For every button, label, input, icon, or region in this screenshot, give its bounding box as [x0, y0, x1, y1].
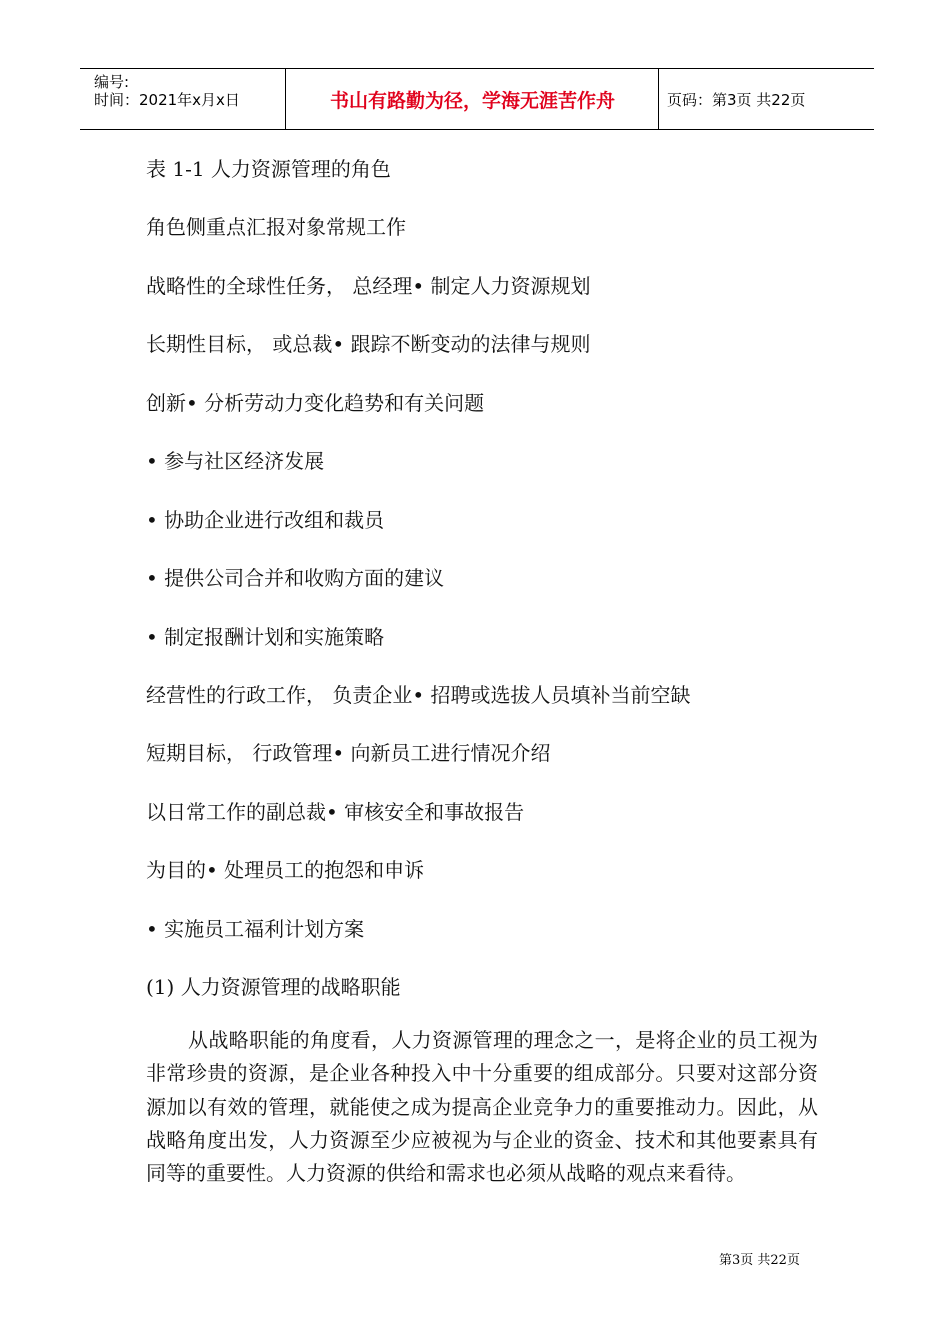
header-motto: 书山有路勤为径，学海无涯苦作舟 [329, 90, 615, 112]
body-paragraph: 从战略职能的角度看，人力资源管理的理念之一，是将企业的员工视为非常珍贵的资源，是企业各种投入中十分重要的组成部分。只要对这部分资源加以有效的管理，就能使之成为提高企业竞争力的重要推动力。因此，从战略角度出发，人力资源至少应被视为与企业的资金、技术和其他要素具有同等的重要性。人力资源的供给和需求也必须从战略的观点来看待。 [146, 1028, 818, 1186]
text-line: 创新• 分析劳动力变化趋势和有关问题 [146, 391, 485, 415]
text-line: 战略性的全球性任务， 总经理• 制定人力资源规划 [146, 274, 591, 298]
text-line: • 协助企业进行改组和裁员 [146, 508, 385, 532]
text-line: 短期目标， 行政管理• 向新员工进行情况介绍 [146, 741, 551, 765]
text-line: • 提供公司合并和收购方面的建议 [146, 566, 445, 590]
header-right-cell [659, 69, 874, 129]
document-date-label: 时间：2021年x月x日 [94, 91, 240, 109]
header-middle-cell [286, 69, 659, 129]
section-heading: (1) 人力资源管理的战略职能 [146, 975, 401, 999]
text-line: 表 1-1 人力资源管理的角色 [146, 157, 391, 181]
text-line: 长期性目标， 或总裁• 跟踪不断变动的法律与规则 [146, 332, 591, 356]
text-line: 以日常工作的副总裁• 审核安全和事故报告 [146, 800, 525, 824]
text-line: 经营性的行政工作， 负责企业• 招聘或选拔人员填补当前空缺 [146, 683, 691, 707]
text-line: • 制定报酬计划和实施策略 [146, 625, 385, 649]
header-page-info: 页码：第3页 共22页 [667, 91, 806, 109]
document-number-label: 编号: [94, 73, 130, 91]
page-footer: 第3页 共22页 [719, 1253, 800, 1268]
text-line: • 实施员工福利计划方案 [146, 917, 365, 941]
text-line: • 参与社区经济发展 [146, 449, 325, 473]
text-line: 为目的• 处理员工的抱怨和申诉 [146, 858, 425, 882]
page-header-table [80, 68, 874, 130]
header-left-cell [80, 69, 286, 129]
text-line: 角色侧重点汇报对象常规工作 [146, 215, 406, 239]
